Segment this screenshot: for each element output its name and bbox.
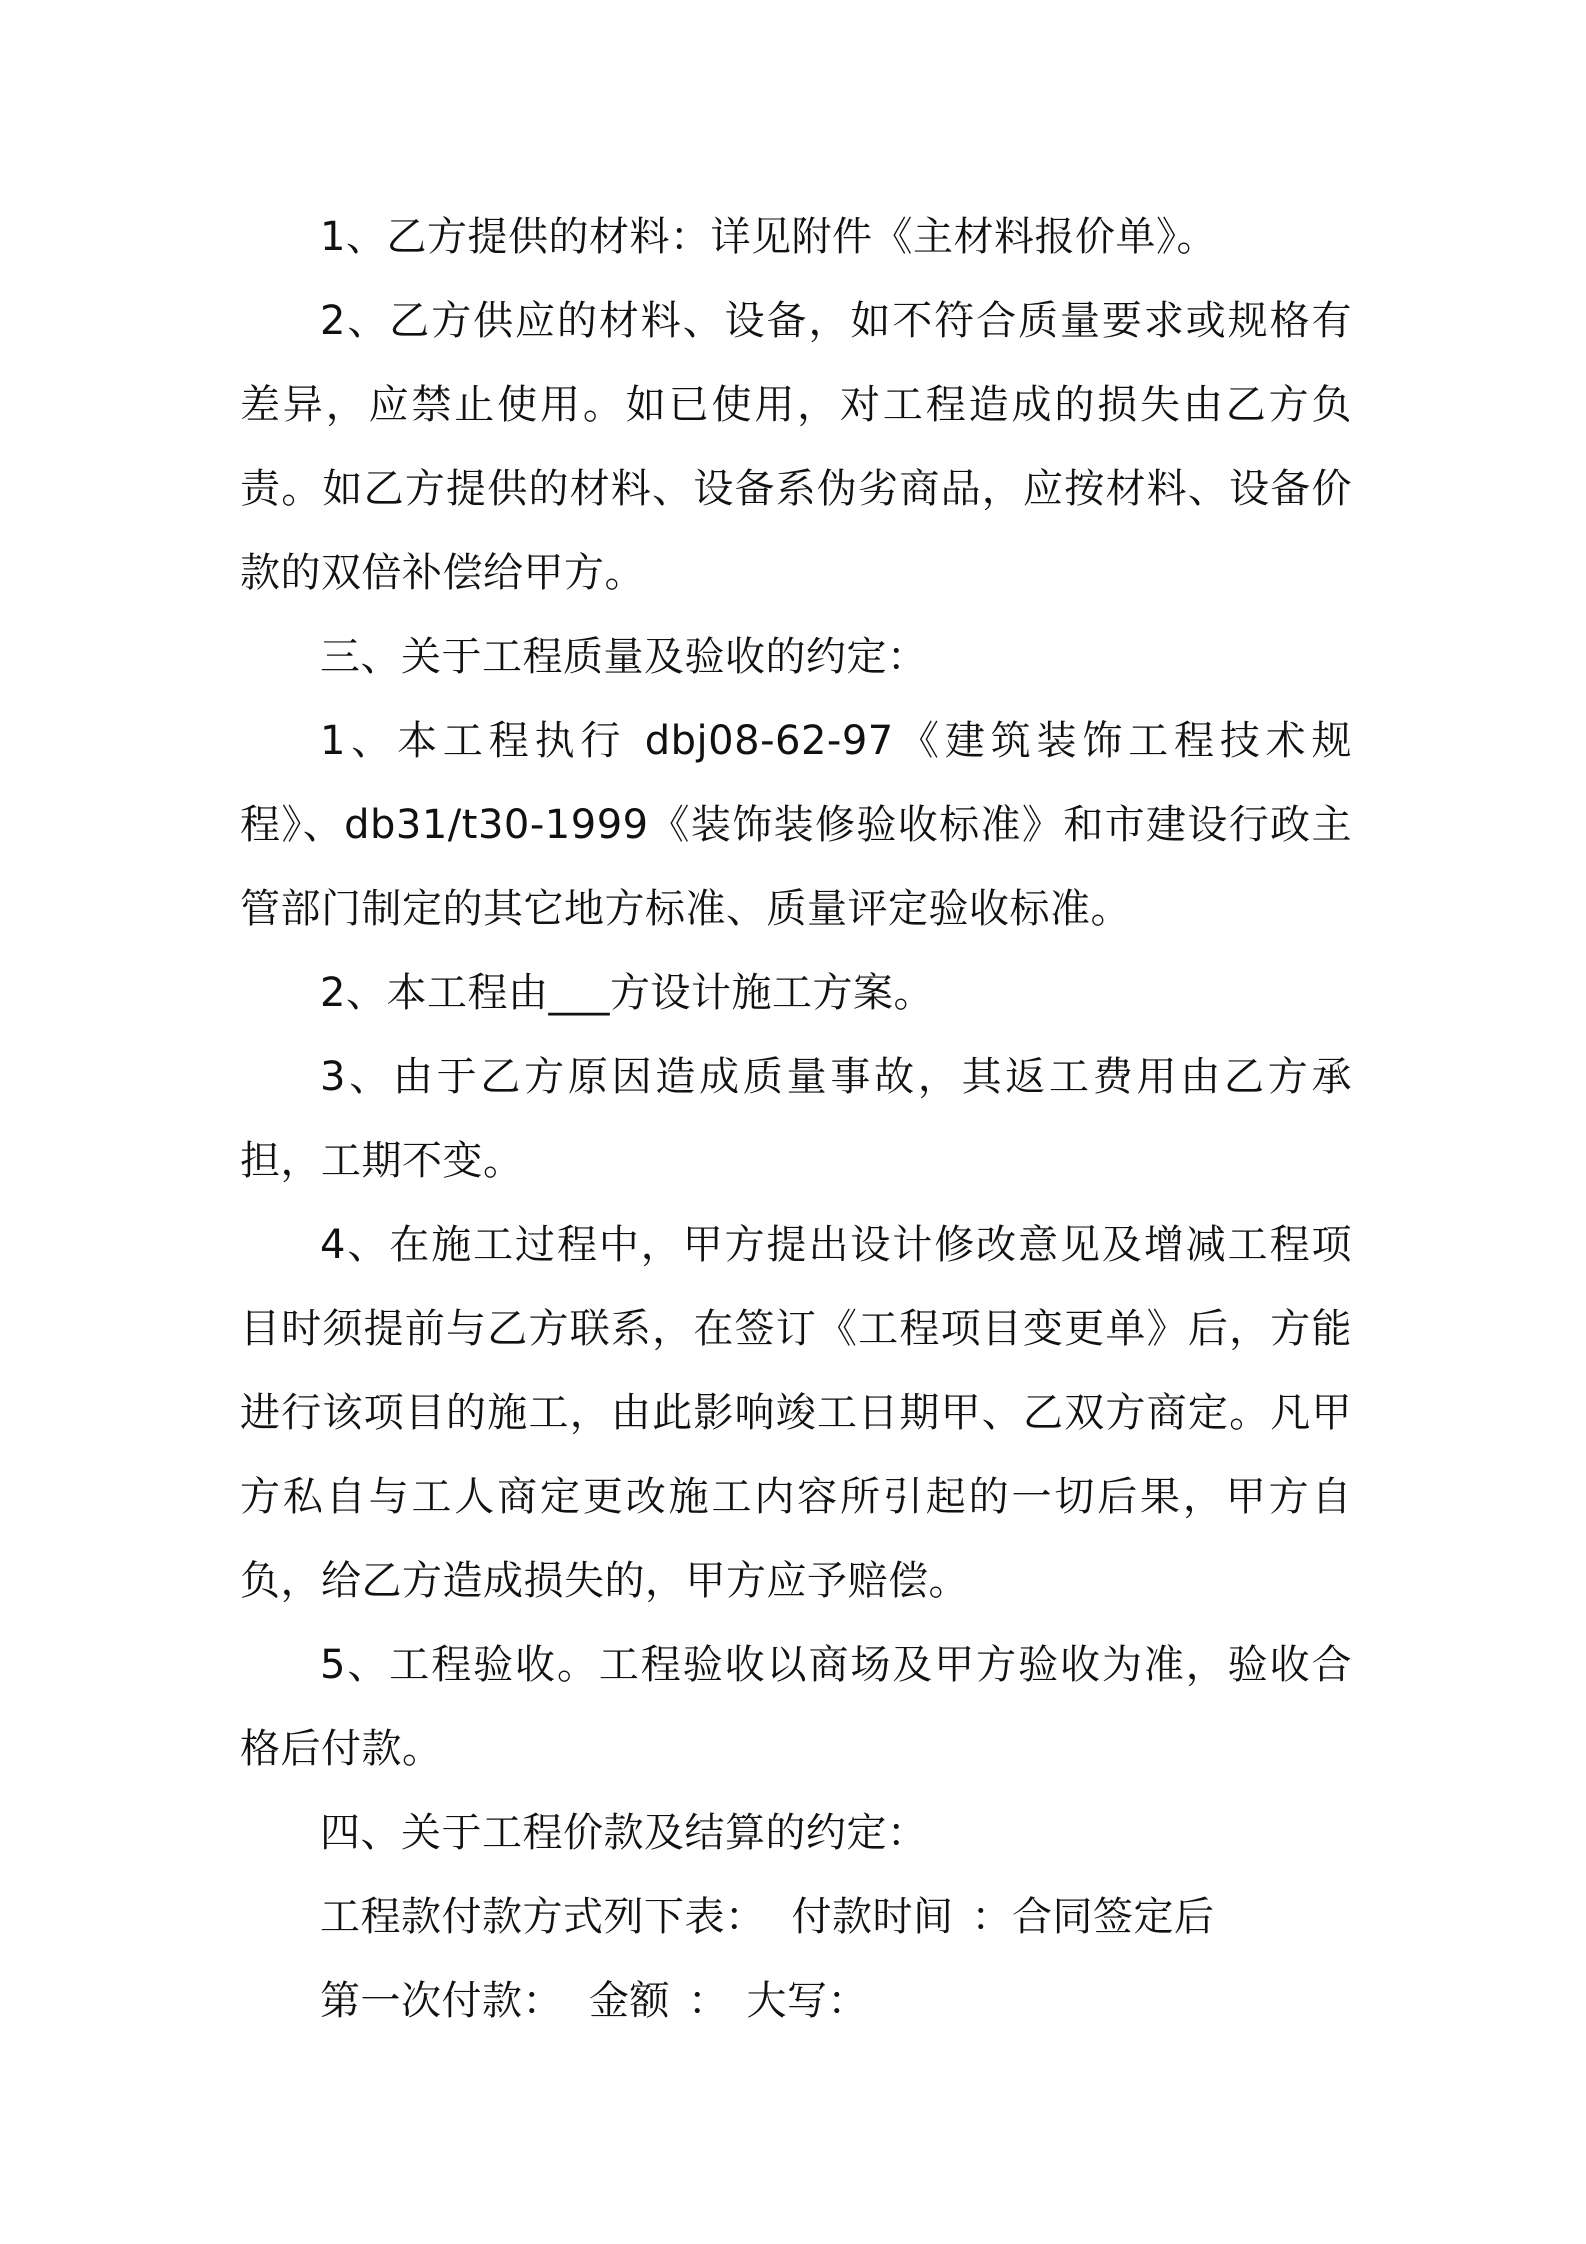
first-payment-label: 第一次付款： xyxy=(320,1978,563,2024)
first-payment-amount-colon: ： xyxy=(688,1978,729,2024)
paragraph-design-changes: 4、在施工过程中，甲方提出设计修改意见及增减工程项目时须提前与乙方联系，在签订《工程项目变更单》后，方能进行该项目的施工，由此影响竣工日期甲、乙双方商定。凡甲方私自与工人商定更改施工内容所引起的一切后果，甲方自负，给乙方造成损失的，甲方应予赔偿。 xyxy=(240,1222,1352,1604)
payment-method-label: 工程款付款方式列下表： xyxy=(320,1894,766,1940)
paragraph-standards: 1、本工程执行 dbj08-62-97《建筑装饰工程技术规程》、db31/t30-1999《装饰装修验收标准》和市建设行政主管部门制定的其它地方标准、质量评定验收标准。 xyxy=(240,718,1352,932)
paragraph-materials-quality: 2、乙方供应的材料、设备，如不符合质量要求或规格有差异，应禁止使用。如已使用，对工程造成的损失由乙方负责。如乙方提供的材料、设备系伪劣商品，应按材料、设备价款的双倍补偿给甲方。 xyxy=(240,298,1352,596)
payment-time-value: 合同签定后 xyxy=(1012,1894,1215,1940)
payment-time-colon: ： xyxy=(971,1894,1012,1940)
paragraph-quality-accident: 3、由于乙方原因造成质量事故，其返工费用由乙方承担，工期不变。 xyxy=(240,1054,1352,1184)
paragraph-design-party: 2、本工程由___方设计施工方案。 xyxy=(320,970,934,1016)
first-payment-amount-label: 金额 xyxy=(589,1978,670,2024)
payment-time-label: 付款时间 xyxy=(791,1894,954,1940)
paragraph-materials-list: 1、乙方提供的材料：详见附件《主材料报价单》。 xyxy=(320,214,1217,260)
section-heading-payment: 四、关于工程价款及结算的约定： xyxy=(320,1810,928,1856)
paragraph-acceptance: 5、工程验收。工程验收以商场及甲方验收为准，验收合格后付款。 xyxy=(240,1642,1352,1772)
first-payment-line xyxy=(240,1959,1352,2043)
payment-method-line xyxy=(240,1875,1352,1959)
section-heading-quality: 三、关于工程质量及验收的约定： xyxy=(320,634,928,680)
document-page xyxy=(240,195,1352,2043)
first-payment-capital-label: 大写： xyxy=(746,1978,868,2024)
